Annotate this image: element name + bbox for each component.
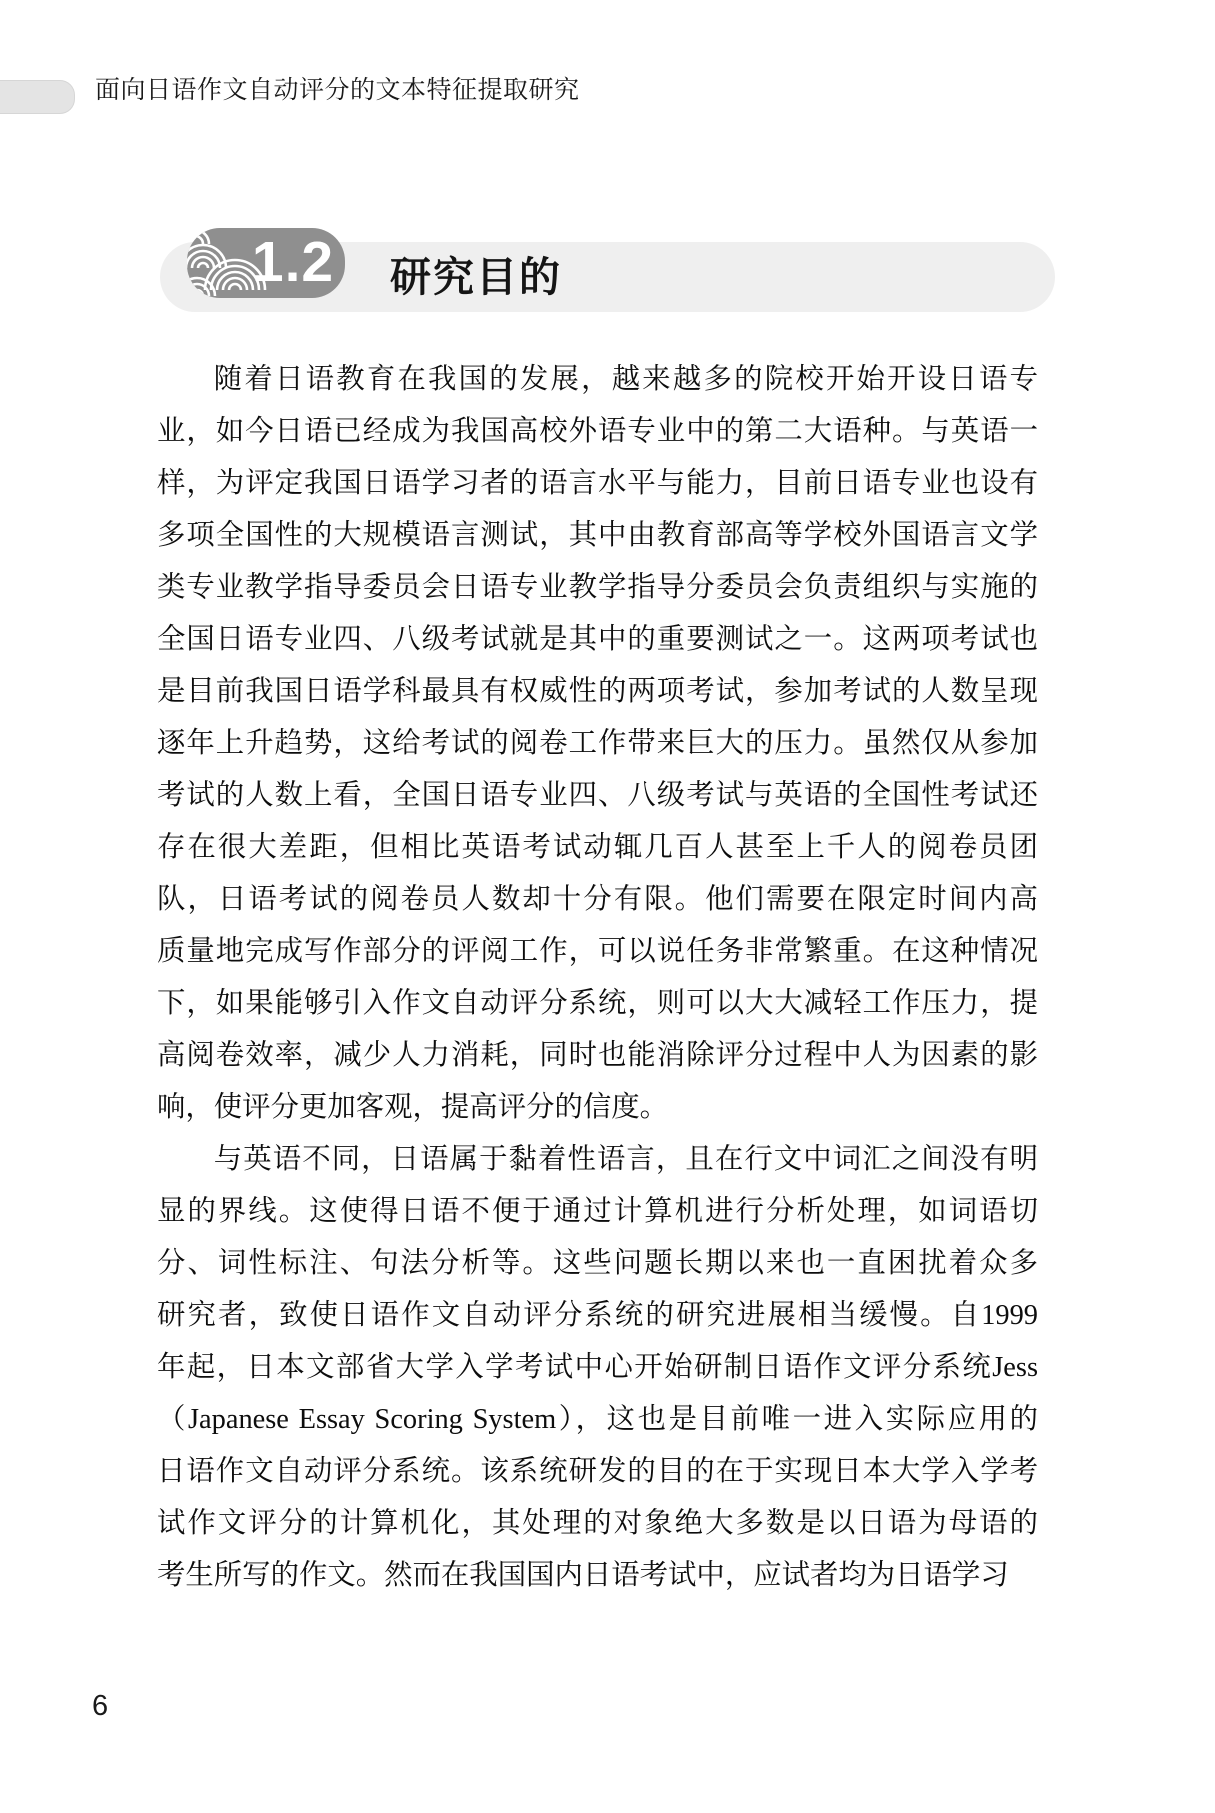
text-line: 显的界线。这使得日语不便于通过计算机进行分析处理，如词语切 <box>157 1196 1038 1227</box>
text-line: （Japanese Essay Scoring System），这也是目前唯一进入实际应用的 <box>157 1404 1038 1435</box>
text-line: 考生所写的作文。然而在我国国内日语考试中，应试者均为日语学习 <box>157 1560 1009 1591</box>
text-line: 响，使评分更加客观，提高评分的信度。 <box>157 1092 669 1123</box>
text-line: 存在很大差距，但相比英语考试动辄几百人甚至上千人的阅卷员团 <box>157 832 1038 863</box>
section-number: 1.2 <box>251 230 335 294</box>
text-line: 是目前我国日语学科最具有权威性的两项考试，参加考试的人数呈现 <box>157 676 1038 707</box>
text-line: 研究者，致使日语作文自动评分系统的研究进展相当缓慢。自1999 <box>157 1300 1038 1331</box>
body-text <box>157 354 1038 1602</box>
text-line: 与英语不同，日语属于黏着性语言，且在行文中词汇之间没有明 <box>213 1144 1038 1175</box>
header-decoration-bar <box>0 80 75 114</box>
text-line: 年起，日本文部省大学入学考试中心开始研制日语作文评分系统Jess <box>157 1352 1038 1383</box>
text-line: 考试的人数上看，全国日语专业四、八级考试与英语的全国性考试还 <box>157 780 1038 811</box>
text-line: 试作文评分的计算机化，其处理的对象绝大多数是以日语为母语的 <box>157 1508 1038 1539</box>
text-line: 类专业教学指导委员会日语专业教学指导分委员会负责组织与实施的 <box>157 572 1038 603</box>
text-line: 日语作文自动评分系统。该系统研发的目的在于实现日本大学入学考 <box>157 1456 1038 1487</box>
text-line: 队，日语考试的阅卷员人数却十分有限。他们需要在限定时间内高 <box>157 884 1038 915</box>
text-line: 逐年上升趋势，这给考试的阅卷工作带来巨大的压力。虽然仅从参加 <box>157 728 1038 759</box>
text-line: 多项全国性的大规模语言测试，其中由教育部高等学校外国语言文学 <box>157 520 1038 551</box>
paragraph-2 <box>157 1134 1038 1602</box>
running-head: 面向日语作文自动评分的文本特征提取研究 <box>95 77 580 104</box>
text-line: 质量地完成写作部分的评阅工作，可以说任务非常繁重。在这种情况 <box>157 936 1038 967</box>
page-number: 6 <box>92 1690 109 1722</box>
section-title: 研究目的 <box>390 254 562 300</box>
text-line: 业，如今日语已经成为我国高校外语专业中的第二大语种。与英语一 <box>157 416 1038 447</box>
text-line: 随着日语教育在我国的发展，越来越多的院校开始开设日语专 <box>213 364 1038 395</box>
paragraph-1 <box>157 354 1038 1134</box>
text-line: 样，为评定我国日语学习者的语言水平与能力，目前日语专业也设有 <box>157 468 1038 499</box>
text-line: 分、词性标注、句法分析等。这些问题长期以来也一直困扰着众多 <box>157 1248 1038 1279</box>
text-line: 高阅卷效率，减少人力消耗，同时也能消除评分过程中人为因素的影 <box>157 1040 1038 1071</box>
text-line: 全国日语专业四、八级考试就是其中的重要测试之一。这两项考试也 <box>157 624 1038 655</box>
text-line: 下，如果能够引入作文自动评分系统，则可以大大减轻工作压力，提 <box>157 988 1038 1019</box>
section-number-badge <box>187 228 345 298</box>
